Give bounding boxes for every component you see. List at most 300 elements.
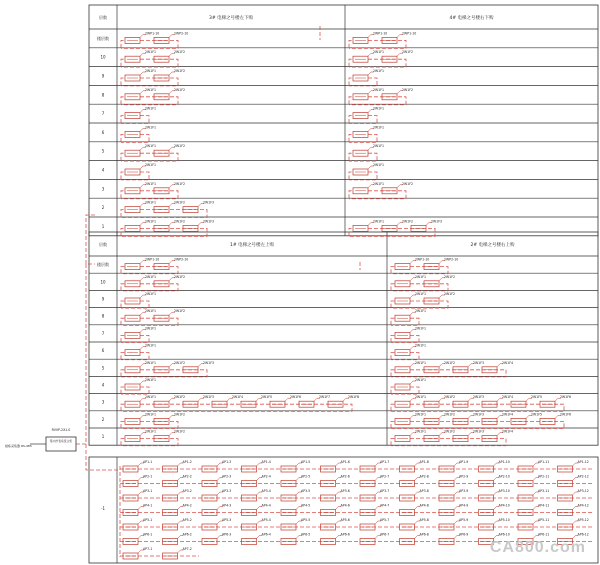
meter-unit	[518, 475, 549, 487]
bus-wire	[121, 284, 178, 291]
meter-unit	[360, 533, 389, 545]
meter-label: 2W1F1	[373, 144, 385, 149]
meter-label: 2W1F3	[203, 395, 215, 400]
meter-label: AP6-1	[143, 532, 153, 537]
meter-label: AP5-10	[498, 518, 510, 522]
floor-label: 楼层数	[97, 35, 109, 41]
meter-unit	[125, 430, 156, 442]
meter-unit	[382, 50, 413, 62]
meter-unit	[125, 69, 156, 81]
meter-unit	[424, 361, 455, 373]
meter-unit	[353, 219, 384, 231]
meter-label: AP3-1	[143, 489, 153, 493]
meter-label: 2WP1-10	[373, 31, 388, 36]
meter-label: AP3-8	[419, 489, 429, 493]
meter-unit	[400, 475, 429, 487]
meter-unit	[360, 518, 389, 530]
meter-label: 2W1F1	[415, 360, 427, 365]
meter-label: 2W1F3	[203, 200, 215, 205]
floor-label: 7	[101, 330, 105, 336]
meter-unit	[242, 533, 271, 545]
meter-unit	[453, 395, 484, 407]
meter-unit	[125, 412, 156, 424]
meter-unit	[353, 182, 384, 194]
meter-unit	[125, 163, 156, 175]
floor-label: 5	[101, 365, 105, 371]
meter-unit	[123, 547, 152, 559]
meter-unit	[511, 395, 542, 407]
trunk-wire	[76, 264, 86, 444]
meter-label: 2W1F1	[145, 326, 157, 331]
meter-label: AP1-8	[419, 460, 429, 464]
meter-unit	[202, 533, 231, 545]
bus-wire	[349, 97, 406, 105]
meter-unit	[353, 50, 384, 62]
meter-label: 2W1F2	[402, 219, 414, 224]
meter-unit	[163, 489, 192, 501]
meter-unit	[123, 504, 152, 516]
meter-unit	[125, 292, 156, 304]
meter-unit	[123, 460, 152, 472]
floor-label: 8	[101, 313, 105, 319]
bus-wire	[349, 153, 353, 160]
meter-label: 2W1F2	[174, 87, 186, 92]
meter-unit	[125, 361, 156, 373]
panel-frame	[89, 5, 598, 236]
meter-label: AP4-6	[340, 503, 350, 508]
meter-label: 2W1F3	[431, 219, 443, 224]
meter-label: 2W1F6	[560, 412, 572, 417]
meter-label: AP1-3	[222, 460, 232, 464]
bus-wire	[349, 191, 406, 199]
meter-label: 2W1F4	[502, 395, 514, 400]
meter-label: AP2-9	[459, 474, 469, 479]
meter-unit	[154, 69, 185, 81]
floor-label: 7	[101, 111, 105, 117]
floor-label: 2	[101, 205, 105, 211]
meter-label: 2W1F1	[373, 106, 385, 111]
meter-label: AP6-9	[459, 532, 469, 537]
meter-unit	[154, 201, 185, 213]
meter-unit	[395, 395, 426, 407]
meter-label: 2W1F2	[444, 292, 456, 296]
meter-label: AP2-8	[419, 474, 429, 479]
meter-unit	[453, 412, 484, 424]
bus-wire	[391, 301, 395, 308]
meter-label: AP1-10	[498, 460, 510, 464]
meter-label: 2W1F2	[174, 274, 186, 279]
bus-wire	[121, 134, 125, 141]
meter-label: 2W1F1	[415, 395, 427, 400]
bus-wire	[121, 97, 178, 105]
meter-unit	[125, 125, 156, 137]
bus-wire	[349, 59, 406, 67]
meter-unit	[453, 361, 484, 373]
meter-unit	[154, 430, 185, 442]
bus-wire	[121, 318, 178, 325]
meter-unit	[360, 489, 389, 501]
bus-wire	[121, 439, 125, 446]
bus-wire	[349, 97, 353, 104]
meter-label: 2W1F2	[174, 69, 186, 73]
meter-label: 2W1F1	[373, 181, 385, 186]
meter-unit	[125, 309, 156, 321]
bus-wire	[349, 134, 353, 141]
bus-wire	[121, 267, 178, 274]
meter-label: 2W1F1	[145, 200, 157, 205]
meter-unit	[163, 533, 192, 545]
meter-unit	[163, 475, 192, 487]
bus-wire	[121, 421, 125, 428]
meter-unit	[558, 504, 589, 516]
meter-label: AP5-12	[577, 518, 589, 522]
meter-unit	[242, 460, 271, 472]
source-group	[5, 428, 76, 451]
bus-wire	[121, 210, 207, 218]
meter-unit	[154, 182, 185, 194]
meter-unit	[125, 201, 156, 213]
meter-label: AP3-2	[182, 489, 192, 493]
meter-unit	[482, 361, 513, 373]
meter-label: 2W1F2	[174, 144, 186, 149]
floor-header: 层数	[99, 15, 107, 20]
meter-label: AP5-8	[419, 518, 429, 522]
floor-label: 10	[100, 279, 106, 285]
meter-unit	[558, 518, 589, 530]
riser-wire	[86, 215, 95, 264]
floor-label: 4	[101, 382, 105, 388]
meter-label: AP1-1	[143, 460, 153, 464]
meter-label: 2W1F2	[444, 429, 456, 434]
meter-unit	[479, 489, 510, 501]
meter-unit	[439, 533, 468, 545]
bus-wire	[121, 153, 178, 161]
meter-label: 2W1F1	[145, 429, 157, 434]
meter-label: 2W1F3	[203, 219, 215, 224]
bus-wire	[391, 267, 395, 274]
bus-wire	[349, 40, 353, 47]
building-header-left: 3# 电梯之号楼左下购	[208, 16, 254, 21]
meter-unit	[212, 395, 243, 407]
meter-unit	[453, 430, 484, 442]
bus-wire	[391, 404, 564, 411]
bus-wire	[121, 404, 125, 411]
meter-label: 2WP2-10	[174, 257, 189, 262]
bus-wire	[121, 284, 125, 291]
meter-label: 2W1F5	[531, 412, 543, 417]
meter-unit	[125, 326, 156, 338]
meter-unit	[424, 412, 455, 424]
meter-label: 2W1F1	[415, 326, 427, 331]
meter-label: AP6-2	[182, 532, 192, 537]
bus-wire	[391, 335, 395, 342]
meter-label: AP7-1	[143, 547, 153, 551]
meter-label: AP1-4	[261, 460, 271, 464]
meter-unit	[540, 395, 571, 407]
meter-label: 2W1F2	[444, 360, 456, 365]
meter-unit	[395, 309, 426, 321]
meter-label: AP3-4	[261, 489, 271, 493]
meter-label: AP5-1	[143, 518, 153, 522]
meter-label: 2W1F8	[348, 395, 360, 400]
floor-label: 楼层数	[97, 262, 109, 268]
floor-header: 层数	[99, 242, 107, 247]
meter-unit	[202, 518, 231, 530]
meter-unit	[395, 430, 426, 442]
meter-unit	[163, 460, 192, 472]
meter-unit	[123, 518, 152, 530]
meter-unit	[163, 504, 192, 516]
bus-wire	[121, 78, 125, 85]
meter-unit	[154, 219, 185, 231]
meter-unit	[202, 475, 231, 487]
meter-unit	[154, 395, 185, 407]
meter-unit	[154, 50, 185, 62]
bus-wire	[121, 59, 178, 67]
bus-wire	[121, 116, 125, 123]
floor-label: 3	[101, 186, 105, 192]
meter-unit	[558, 475, 589, 487]
meter-unit	[125, 378, 156, 390]
meter-unit	[125, 395, 156, 407]
meter-unit	[400, 460, 429, 472]
bus-wire	[121, 353, 125, 360]
meter-unit	[482, 395, 513, 407]
meter-label: 2W1F2	[174, 309, 186, 314]
meter-label: 2W1F4	[502, 412, 514, 417]
meter-unit	[123, 533, 152, 545]
bus-wire	[121, 210, 125, 217]
meter-label: 2W1F3	[473, 360, 485, 365]
meter-label: 2W1F1	[145, 163, 157, 167]
meter-unit	[183, 201, 214, 213]
meter-unit	[154, 361, 185, 373]
meter-unit	[154, 309, 185, 321]
bus-wire	[349, 116, 353, 123]
bus-wire	[121, 172, 125, 179]
meter-label: AP5-5	[301, 518, 311, 522]
meter-unit	[360, 475, 389, 487]
meter-label: 2W1F2	[174, 200, 186, 205]
meter-unit	[123, 475, 152, 487]
bus-wire	[391, 387, 395, 394]
meter-unit	[154, 275, 185, 287]
meter-unit	[411, 219, 442, 231]
meter-label: AP5-6	[340, 518, 350, 522]
meter-label: AP2-5	[301, 474, 311, 479]
floor-label: 8	[101, 92, 105, 98]
meter-label: 2W1F1	[145, 219, 157, 224]
bus-wire	[121, 421, 178, 428]
meter-label: AP5-11	[538, 518, 550, 522]
meter-label: AP3-6	[340, 489, 350, 493]
meter-unit	[558, 460, 589, 472]
meter-label: AP3-3	[222, 489, 232, 493]
meter-unit	[154, 412, 185, 424]
meter-label: 2W1F4	[232, 395, 244, 400]
meter-unit	[482, 412, 513, 424]
meter-unit	[558, 489, 589, 501]
meter-label: AP2-4	[261, 474, 271, 479]
meter-label: 2W1F2	[174, 219, 186, 224]
meter-unit	[281, 533, 310, 545]
meter-label: 2W1F3	[473, 395, 485, 400]
meter-label: AP6-4	[261, 532, 271, 537]
meter-unit	[270, 395, 301, 407]
meter-unit	[518, 489, 549, 501]
bus-wire	[391, 284, 395, 291]
meter-label: AP4-11	[538, 503, 550, 508]
meter-unit	[424, 395, 455, 407]
meter-label: 2W1F1	[415, 343, 427, 348]
meter-label: AP5-4	[261, 518, 271, 522]
meter-unit	[395, 412, 426, 424]
meter-unit	[242, 504, 271, 516]
meter-label: AP4-2	[182, 503, 192, 508]
meter-label: 2WP1-10	[145, 257, 160, 262]
meter-unit	[321, 489, 350, 501]
meter-label: 2WP2-10	[174, 31, 189, 36]
meter-label: 2W1F1	[145, 50, 157, 55]
meter-label: AP2-11	[538, 474, 550, 479]
meter-label: AP2-10	[498, 474, 510, 479]
meter-unit	[395, 275, 426, 287]
meter-label: 2W1F3	[203, 360, 215, 365]
floor-label: 9	[101, 296, 105, 302]
meter-unit	[395, 361, 426, 373]
meter-label: AP1-2	[182, 460, 192, 464]
meter-label: AP6-7	[380, 532, 390, 537]
bus-wire	[121, 153, 125, 160]
meter-unit	[353, 69, 384, 81]
meter-unit	[360, 504, 389, 516]
meter-unit	[479, 504, 510, 516]
meter-unit	[518, 504, 549, 516]
meter-unit	[163, 518, 192, 530]
floor-label: 6	[101, 348, 105, 354]
feed-label: 楼栋采集器 RS-485	[5, 444, 32, 448]
floor-label: 2	[101, 416, 105, 422]
meter-unit	[125, 50, 156, 62]
meter-label: AP6-8	[419, 532, 429, 537]
cable-label: RVVP-2X1.0	[51, 428, 71, 432]
meter-unit	[241, 395, 272, 407]
bus-wire	[121, 301, 125, 308]
meter-label: AP2-7	[380, 474, 390, 479]
floor-label: 1	[101, 434, 105, 440]
meter-label: 2WP2-10	[444, 257, 459, 262]
meter-label: AP6-12	[577, 532, 589, 537]
meter-label: AP2-6	[340, 474, 350, 479]
meter-label: 2W1F1	[145, 87, 157, 92]
meter-unit	[328, 395, 359, 407]
bus-wire	[121, 59, 125, 66]
meter-label: AP6-10	[498, 532, 510, 537]
meter-unit	[353, 88, 384, 100]
meter-label: 2WP1-10	[415, 257, 430, 262]
meter-unit	[424, 275, 455, 287]
meter-label: 2W1F1	[145, 343, 157, 348]
meter-unit	[183, 219, 214, 231]
meter-label: 2W1F1	[145, 181, 157, 186]
meter-unit	[353, 144, 384, 156]
meter-label: 2W1F2	[174, 412, 186, 417]
meter-unit	[321, 460, 350, 472]
meter-label: AP5-3	[222, 518, 232, 522]
meter-unit	[353, 163, 384, 175]
floor-label: 10	[100, 54, 106, 60]
meter-unit	[202, 504, 231, 516]
bus-wire	[391, 318, 395, 325]
bus-wire	[391, 353, 395, 360]
meter-label: 2W1F2	[402, 87, 414, 92]
bus-wire	[121, 335, 125, 342]
meter-unit	[154, 144, 185, 156]
meter-label: AP4-5	[301, 503, 311, 508]
meter-unit	[382, 219, 413, 231]
floor-label: 9	[101, 73, 105, 79]
meter-unit	[183, 395, 214, 407]
meter-unit	[395, 326, 426, 338]
meter-label: 2W1F1	[145, 144, 157, 149]
bus-wire	[121, 191, 125, 198]
meter-label: AP5-7	[380, 518, 390, 522]
bus-wire	[349, 78, 353, 85]
meter-label: 2W1F1	[145, 69, 157, 73]
bus-wire	[391, 301, 448, 308]
meter-label: AP4-8	[419, 503, 429, 508]
bus-wire	[121, 404, 352, 411]
meter-label: 2W1F1	[145, 106, 157, 111]
meter-unit	[382, 88, 413, 100]
meter-label: AP4-9	[459, 503, 469, 508]
meter-unit	[439, 475, 468, 487]
meter-unit	[183, 361, 214, 373]
meter-unit	[439, 504, 468, 516]
meter-label: 2W1F2	[402, 181, 414, 186]
meter-label: 2W1F1	[145, 395, 157, 400]
meter-unit	[321, 475, 350, 487]
meter-unit	[125, 88, 156, 100]
meter-label: AP4-10	[498, 503, 510, 508]
bus-wire	[391, 439, 506, 446]
meter-label: AP4-12	[577, 503, 589, 508]
meter-unit	[202, 460, 231, 472]
meter-unit	[400, 533, 429, 545]
meter-label: AP1-6	[340, 460, 350, 464]
meter-label: 2W1F2	[174, 50, 186, 55]
meter-label: 2W1F4	[502, 429, 514, 434]
meter-unit	[482, 430, 513, 442]
basement-floor-label: -1	[101, 506, 105, 511]
building-header-right: 2# 电梯之号楼右上购	[470, 243, 515, 248]
meter-label: 2W1F1	[415, 274, 427, 279]
meter-unit	[400, 518, 429, 530]
meter-label: 2W1F1	[145, 412, 157, 417]
meter-label: AP2-3	[222, 474, 232, 479]
bus-wire	[121, 267, 125, 274]
meter-unit	[353, 107, 384, 119]
meter-label: 2W1F1	[373, 69, 385, 73]
bus-wire	[121, 97, 125, 104]
meter-label: AP1-11	[538, 460, 550, 464]
meter-unit	[395, 378, 426, 390]
meter-unit	[123, 489, 152, 501]
meter-label: 2W1F5	[261, 395, 273, 400]
meter-label: 2W1F2	[444, 395, 456, 400]
meter-unit	[400, 504, 429, 516]
bus-wire	[121, 40, 125, 47]
